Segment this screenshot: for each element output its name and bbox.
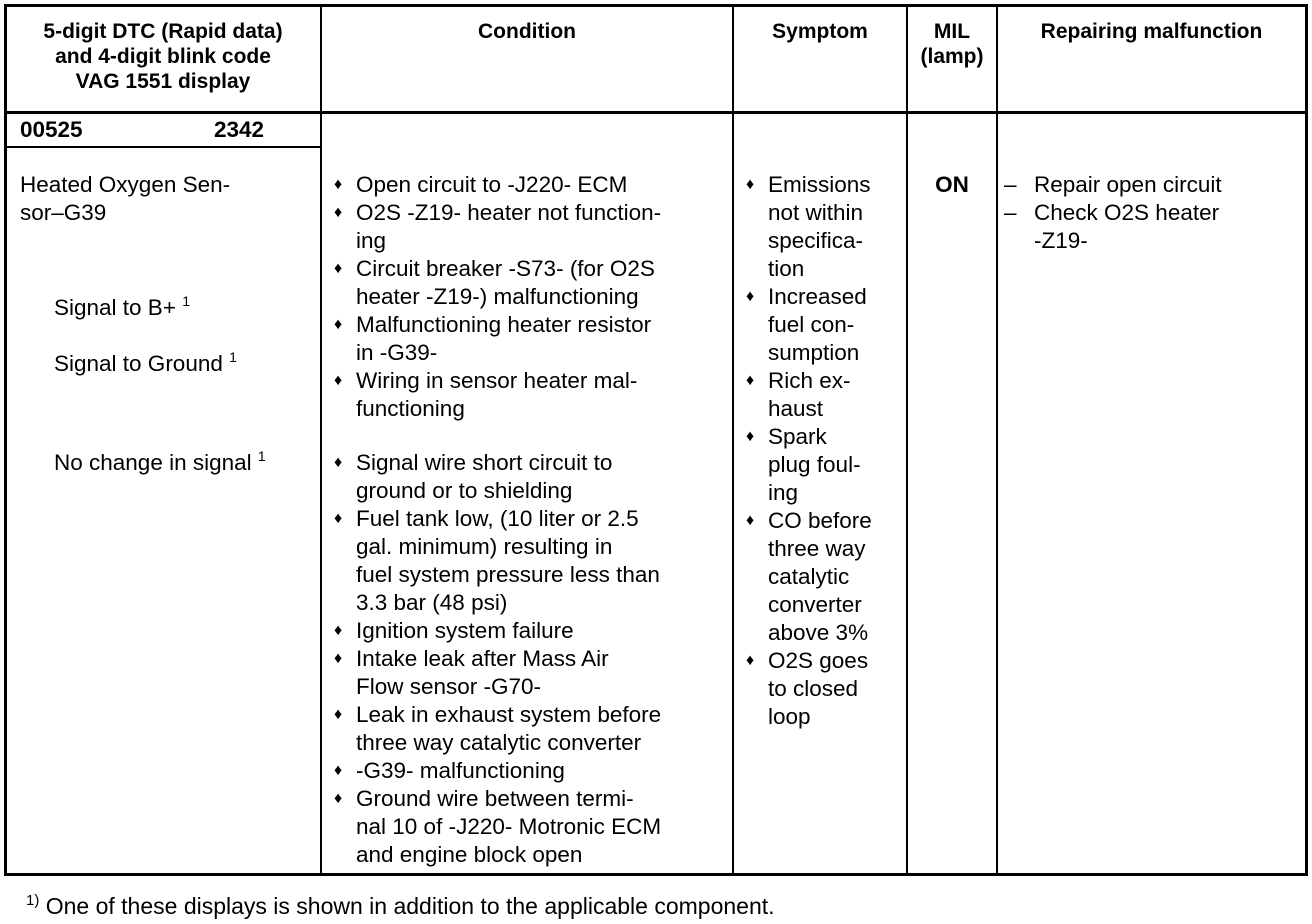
symptom-list xyxy=(738,171,872,731)
header-condition-column: Condition xyxy=(478,20,576,43)
condition-item: ♦ Ground wire between termi- nal 10 of -J220- Motronic ECM and engine block open xyxy=(326,785,661,869)
condition-list-signal xyxy=(326,449,661,869)
dtc-blink-code: 2342 xyxy=(214,117,265,142)
footnote-ref: 1 xyxy=(257,448,266,464)
header-dtc-column: 5-digit DTC (Rapid data) and 4-digit blink code VAG 1551 display xyxy=(43,20,283,93)
signal-ground: Signal to Ground $^1$ xyxy=(54,349,237,376)
footnote-text: One of these displays is shown in addition to the applicable component. xyxy=(45,893,775,919)
repair-list xyxy=(1000,171,1300,255)
condition-item: ♦ -G39- malfunctioning xyxy=(326,757,661,785)
column-divider-1 xyxy=(320,4,322,876)
column-divider-3 xyxy=(906,4,908,876)
condition-item: ♦ Malfunctioning heater resistor in -G39- xyxy=(326,311,661,367)
condition-item: ♦ Intake leak after Mass Air Flow sensor -G70- xyxy=(326,645,661,701)
footnote-marker: 1) xyxy=(26,892,40,909)
symptom-item: ♦ Increased fuel con- sumption xyxy=(738,283,872,367)
symptom-item: ♦ Spark plug foul- ing xyxy=(738,423,872,507)
signal-b-plus: Signal to B+ $^1$ xyxy=(54,293,191,320)
column-divider-4 xyxy=(996,4,998,876)
condition-item: ♦ Leak in exhaust system before three way catalytic converter xyxy=(326,701,661,757)
repair-item: – Repair open circuit xyxy=(1000,171,1300,199)
header-mil-column: MIL (lamp) xyxy=(920,20,984,68)
condition-item: ♦ O2S -Z19- heater not function- ing xyxy=(326,199,661,255)
condition-item: ♦ Signal wire short circuit to ground or to shielding xyxy=(326,449,661,505)
column-divider-2 xyxy=(732,4,734,876)
condition-item: ♦ Fuel tank low, (10 liter or 2.5 gal. minimum) resulting in fuel system pressure less than 3.3 bar (48 psi) xyxy=(326,505,661,617)
table-border-right xyxy=(1305,4,1308,876)
condition-item: ♦ Open circuit to -J220- ECM xyxy=(326,171,661,199)
symptom-item: ♦ O2S goes to closed loop xyxy=(738,647,872,731)
condition-item: ♦ Circuit breaker -S73- (for O2S heater -Z19-) malfunctioning xyxy=(326,255,661,311)
table-border-top xyxy=(4,4,1308,7)
header-repair-column: Repairing malfunction xyxy=(1040,20,1263,43)
mil-status: ON xyxy=(935,172,969,197)
symptom-item: ♦ CO before three way catalytic converter above 3% xyxy=(738,507,872,647)
condition-list-heater xyxy=(326,171,661,423)
row-separator xyxy=(4,146,322,148)
footnote-ref: 1 xyxy=(182,293,191,309)
signal-no-change: No change in signal $^1$ xyxy=(54,448,266,475)
repair-item: – Check O2S heater -Z19- xyxy=(1000,199,1300,255)
footnote-ref: 1 xyxy=(229,349,237,365)
condition-item: ♦ Wiring in sensor heater mal- functioning xyxy=(326,367,661,423)
header-separator xyxy=(4,111,1308,114)
condition-item: ♦ Ignition system failure xyxy=(326,617,661,645)
symptom-item: ♦ Emissions not within specifica- tion xyxy=(738,171,872,283)
header-symptom-column: Symptom xyxy=(772,20,868,43)
dtc-5-digit-code: 00525 xyxy=(20,117,83,142)
table-border-left xyxy=(4,4,7,876)
component-name: Heated Oxygen Sen- sor–G39 xyxy=(20,172,231,225)
symptom-item: ♦ Rich ex- haust xyxy=(738,367,872,423)
table-border-bottom xyxy=(4,873,1308,876)
footnote xyxy=(26,892,775,920)
